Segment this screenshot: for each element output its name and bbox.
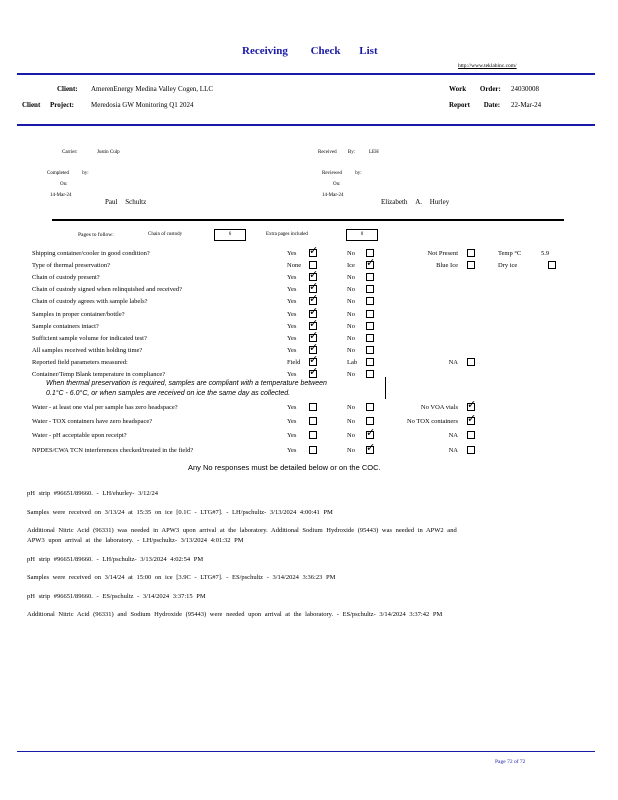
check-extra-label: NA: [448, 432, 458, 440]
check-yes-box[interactable]: [309, 249, 317, 257]
page-title: [242, 45, 378, 57]
check-yes-box[interactable]: [309, 446, 317, 454]
pages-to-follow-label: Pages to follow:: [78, 232, 114, 238]
project-label-2: Project:: [50, 101, 74, 109]
check-label: Chain of custody agrees with sample labels?: [32, 298, 148, 306]
comment-line: pH strip #96651/89660. - ES/pschultz - 3/14/2024 3:37:15 PM: [27, 593, 206, 600]
check-extra-box[interactable]: [467, 261, 475, 269]
check-no-label: No: [347, 286, 355, 294]
check-no-box[interactable]: [366, 261, 374, 269]
extra-pages-box[interactable]: 0: [346, 229, 378, 241]
work-order-value: 24030008: [511, 85, 539, 93]
check-no-label: No: [347, 346, 355, 354]
check-extra-label: Blue Ice: [436, 262, 458, 270]
check-label: Water - pH acceptable upon receipt?: [32, 432, 127, 440]
check-no-box[interactable]: [366, 358, 374, 366]
check-yes-label: Yes: [287, 334, 297, 342]
check-no-box[interactable]: [366, 285, 374, 293]
completed-by-name: [105, 198, 146, 206]
check-no-label: No: [347, 446, 355, 454]
comment-line: pH strip #96651/89660. - LH/pschultz- 3/13/2024 4:02:54 PM: [27, 556, 204, 563]
completed-by-label: [47, 171, 89, 176]
reviewed-name-2: A.: [415, 198, 422, 206]
report-date-value: 22-Mar-24: [511, 101, 542, 109]
completed-by-label-2: by:: [82, 171, 89, 176]
check-yes-label: Yes: [287, 274, 297, 282]
work-order-label-1: Work: [449, 85, 467, 93]
check-yes-label: Yes: [287, 446, 297, 454]
check-no-box[interactable]: [366, 273, 374, 281]
thermal-note-line-1: When thermal preservation is required, samples are compliant with a temperature between: [46, 380, 327, 387]
check-no-label: No: [347, 298, 355, 306]
header-bottom-rule: [17, 124, 595, 126]
comment-line: Additional Nitric Acid (96331) and Sodium Hydroxide (95443) were needed upon arrival at the laboratory. - ES/pschultz- 3/14/2024 3:37:42 PM: [27, 611, 443, 618]
check-extra2-box[interactable]: [548, 261, 556, 269]
check-no-box[interactable]: [366, 370, 374, 378]
check-extra-box[interactable]: [467, 249, 475, 257]
check-extra-box[interactable]: [467, 403, 475, 411]
work-order-label-2: Order:: [479, 85, 501, 93]
received-by-value: LEH: [369, 150, 379, 155]
check-no-label: No: [347, 250, 355, 257]
carrier-value: Justin Culp: [97, 150, 120, 155]
completed-name-2: Schultz: [125, 198, 147, 206]
project-value: Meredosia GW Monitoring Q1 2024: [91, 101, 194, 109]
check-extra-label: No TOX containers: [406, 418, 458, 426]
check-yes-label: Yes: [287, 298, 297, 306]
check-no-label: No: [347, 432, 355, 440]
check-extra2-label: Dry ice: [498, 262, 518, 270]
comment-line: Additional Nitric Acid (96331) was needed in APW3 upon arrival at the laboratory. Additional Sodium Hydroxide (95443) was needed in APW2 and: [27, 527, 457, 534]
page-number: Page 72 of 72: [495, 759, 526, 765]
check-yes-label: Yes: [287, 322, 297, 330]
check-no-label: Lab: [347, 358, 358, 366]
check-extra-label: Not Present: [427, 250, 458, 257]
check-label: All samples received within holding time?: [32, 346, 143, 354]
footer-rule: [17, 751, 595, 752]
carrier-label: Carrier:: [62, 150, 78, 155]
title-word-3: List: [359, 45, 378, 57]
check-extra-box[interactable]: [467, 446, 475, 454]
check-no-box[interactable]: [366, 322, 374, 330]
signature-rule: [52, 219, 564, 221]
check-yes-box[interactable]: [309, 403, 317, 411]
header-top-rule: [17, 73, 595, 75]
check-no-label: No: [347, 334, 355, 342]
reviewed-by-name: [381, 198, 449, 206]
chain-of-custody-pages-box[interactable]: 6: [214, 229, 246, 241]
check-no-box[interactable]: [366, 403, 374, 411]
check-no-box[interactable]: [366, 334, 374, 342]
check-no-box[interactable]: [366, 431, 374, 439]
check-no-box[interactable]: [366, 446, 374, 454]
check-yes-box[interactable]: [309, 431, 317, 439]
completed-date: 14-Mar-24: [50, 193, 72, 198]
comment-line: APW3 upon arrival at the laboratory. - LH/pschultz- 3/13/2024 4:01:32 PM: [27, 537, 244, 544]
check-yes-label: Yes: [287, 346, 297, 354]
check-no-label: No: [347, 418, 355, 426]
reviewed-by-label: [322, 171, 362, 176]
check-label: Chain of custody signed when relinquished and received?: [32, 286, 182, 294]
check-extra-box[interactable]: [467, 417, 475, 425]
check-no-label: Ice: [347, 262, 355, 270]
check-label: Type of thermal preservation?: [32, 262, 111, 270]
check-label: Shipping container/cooler in good condition?: [32, 250, 150, 257]
check-yes-label: Yes: [287, 432, 297, 440]
check-label: NPDES/CWA TCN interferences checked/treated in the field?: [32, 446, 194, 454]
title-word-2: Check: [310, 45, 341, 57]
reviewed-on-label: On:: [333, 182, 341, 187]
received-by-label: [318, 150, 355, 155]
check-extra-label: NA: [448, 446, 458, 454]
chain-of-custody-pages-label: Chain of custody: [148, 232, 183, 237]
check-yes-label: Yes: [287, 286, 297, 294]
check-no-box[interactable]: [366, 417, 374, 425]
received-by-label-2: By:: [347, 150, 356, 155]
check-label: Sample containers intact?: [32, 322, 99, 330]
temperature-value: 5.9: [541, 250, 550, 257]
check-extra-label: NA: [448, 358, 458, 366]
check-extra-label: No VOA vials: [420, 404, 458, 411]
no-response-note: Any No responses must be detailed below or on the COC.: [188, 463, 381, 472]
check-extra-box[interactable]: [467, 431, 475, 439]
report-date-label-1: Report: [449, 101, 470, 109]
check-yes-label: Yes: [287, 404, 297, 411]
completed-by-label-1: Completed: [47, 171, 69, 176]
title-word-1: Receiving: [242, 45, 288, 57]
reviewed-name-3: Hurley: [429, 198, 450, 206]
extra-pages-label: Extra pages included: [266, 232, 308, 237]
client-label: Client:: [57, 85, 78, 93]
check-extra-box[interactable]: [467, 358, 475, 366]
comment-line: Samples were received on 3/14/24 at 15:00 on ice [3.9C - LTG#7]. - ES/pschultz - 3/14/2024 3:36:23 PM: [27, 574, 336, 581]
completed-on-label: On:: [60, 182, 68, 187]
check-yes-box[interactable]: [309, 370, 317, 378]
project-label-1: Client: [22, 101, 41, 109]
lab-link[interactable]: http://www.teklabinc.com/: [458, 63, 517, 69]
check-no-label: No: [347, 371, 355, 378]
reviewed-name-1: Elizabeth: [381, 198, 408, 206]
reviewed-by-label-1: Reviewed: [322, 171, 342, 176]
check-label: Sufficient sample volume for indicated test?: [32, 334, 147, 342]
check-yes-box[interactable]: [309, 417, 317, 425]
report-date-label: [449, 101, 500, 109]
check-yes-label: None: [287, 262, 302, 270]
check-label: Chain of custody present?: [32, 274, 100, 282]
project-label: [22, 101, 74, 109]
completed-name-1: Paul: [105, 198, 118, 206]
reviewed-date: 14-Mar-24: [322, 193, 344, 198]
reviewed-by-label-2: by:: [355, 171, 362, 176]
comment-line: Samples were received on 3/13/24 at 15:35 on ice [0.1C - LTG#7]. - LH/pschultz- 3/13/2024 4:00:41 PM: [27, 509, 333, 516]
thermal-note: [46, 379, 327, 399]
check-no-box[interactable]: [366, 310, 374, 318]
check-no-label: No: [347, 322, 355, 330]
report-date-label-2: Date:: [483, 101, 501, 109]
check-no-label: No: [347, 310, 355, 318]
check-yes-label: Yes: [287, 418, 297, 426]
received-by-label-1: Received: [318, 150, 337, 155]
check-label: Samples in proper container/bottle?: [32, 310, 125, 318]
check-label: Water - TOX containers have zero headspace?: [32, 418, 153, 426]
check-no-box[interactable]: [366, 346, 374, 354]
check-yes-label: Field: [287, 358, 301, 366]
check-label: Reported field parameters measured:: [32, 358, 128, 366]
check-yes-label: Yes: [287, 371, 297, 378]
check-label: Water - at least one vial per sample has zero headspace?: [32, 404, 178, 411]
check-no-label: No: [347, 404, 355, 411]
check-no-box[interactable]: [366, 297, 374, 305]
check-label: Container/Temp Blank temperature in compliance?: [32, 371, 166, 378]
check-extra2-label: Temp °C: [498, 250, 522, 257]
check-no-label: No: [347, 274, 355, 282]
thermal-note-divider: [385, 377, 386, 399]
check-yes-label: Yes: [287, 250, 297, 257]
thermal-note-line-2: 0.1°C - 6.0°C, or when samples are received on ice the same day as collected.: [46, 390, 291, 397]
check-yes-label: Yes: [287, 310, 297, 318]
comment-line: pH strip #96651/89660. - LH/ehurley- 3/12/24: [27, 490, 158, 497]
work-order-label: [449, 85, 501, 93]
client-value: AmerenEnergy Medina Valley Cogen, LLC: [91, 85, 214, 93]
